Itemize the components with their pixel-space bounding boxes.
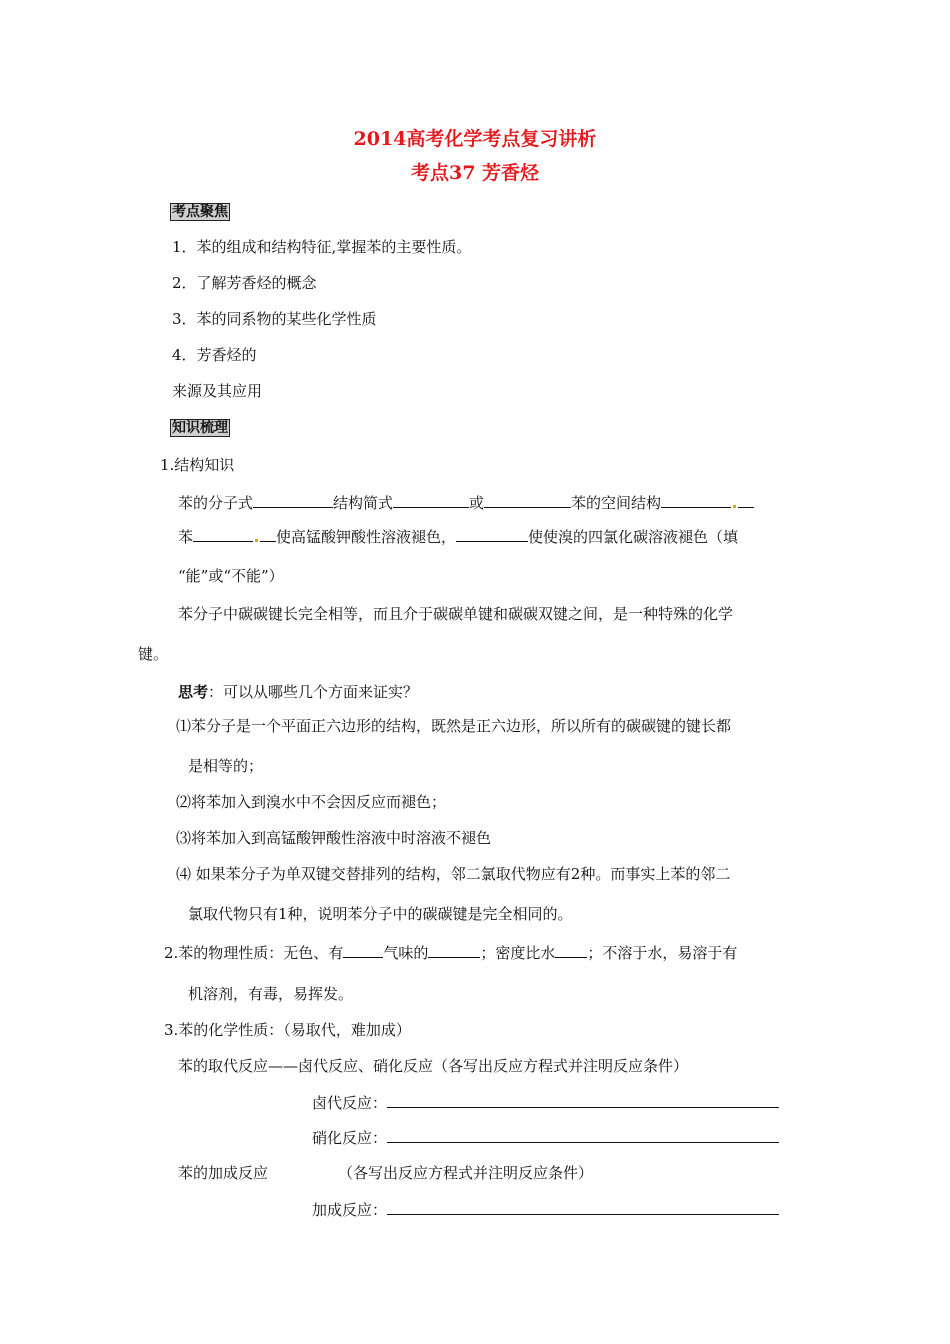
focus-heading-line: [170, 201, 230, 221]
focus-item: 3．苯的同系物的某些化学性质: [172, 310, 377, 328]
knowledge-heading-line: [170, 417, 230, 437]
fill-label: 2.苯的物理性质：无色、有: [164, 944, 344, 962]
section3-heading: 3.苯的化学性质：（易取代，难加成）: [164, 1021, 411, 1039]
answer-blank[interactable]: [387, 1199, 779, 1215]
fill-label: 气味的: [383, 944, 429, 962]
answer-blank[interactable]: [193, 526, 253, 542]
knowledge-heading: 知识梳理: [172, 420, 228, 436]
focus-item: 2．了解芳香烃的概念: [172, 274, 317, 292]
section1-heading: 1.结构知识: [160, 456, 235, 474]
answer-blank[interactable]: [428, 942, 480, 958]
emphasis-dot-icon: [255, 539, 258, 542]
answer-blank[interactable]: [661, 492, 731, 508]
fill-label: 结构简式: [333, 494, 394, 512]
fill-label: 使高锰酸钾酸性溶液褪色，: [276, 528, 457, 546]
answer-blank[interactable]: [253, 492, 333, 508]
answer-blank[interactable]: [260, 526, 276, 542]
reactivity-fill-line: [178, 526, 738, 547]
fill-label: 或: [469, 494, 485, 512]
substitution-instruction: 苯的取代反应——卤代反应、硝化反应（各写出反应方程式并注明反应条件）: [178, 1057, 689, 1075]
answer-blank[interactable]: [738, 492, 754, 508]
fill-label: 苯的分子式: [178, 494, 254, 512]
answer-blank[interactable]: [456, 526, 528, 542]
think-question: ：可以从哪些几个方面来证实？: [208, 683, 419, 701]
fill-label: （各写出反应方程式并注明反应条件）: [338, 1164, 594, 1182]
answer-blank[interactable]: [387, 1092, 779, 1108]
think-item: 是相等的；: [188, 757, 264, 775]
paragraph-line: 苯分子中碳碳键长完全相等，而且介于碳碳单键和碳碳双键之间，是一种特殊的化学: [178, 605, 734, 623]
answer-blank[interactable]: [387, 1127, 779, 1143]
fill-label: 苯的空间结构: [571, 494, 662, 512]
paragraph-line: 键。: [138, 645, 169, 663]
fill-hint: “能”或“不能”）: [178, 567, 284, 585]
focus-item: 4．芳香烃的: [172, 346, 257, 364]
think-item: ⑶将苯加入到高锰酸钾酸性溶液中时溶液不褪色: [176, 829, 492, 847]
answer-blank[interactable]: [555, 942, 587, 958]
answer-blank[interactable]: [393, 492, 469, 508]
fill-label: ；不溶于水，易溶于有: [587, 944, 738, 962]
fill-label: 硝化反应：: [312, 1129, 388, 1147]
emphasis-dot-icon: [733, 505, 736, 508]
think-label: 思考: [178, 683, 209, 701]
focus-heading: 考点聚焦: [172, 204, 228, 220]
fill-label: 卤代反应：: [312, 1094, 388, 1112]
focus-item: 来源及其应用: [172, 382, 263, 400]
physical-properties-line: [164, 942, 737, 963]
think-line: [178, 682, 418, 702]
structure-fill-line: [178, 492, 754, 513]
think-item: 氯取代物只有1种，说明苯分子中的碳碳键是完全相同的。: [188, 905, 573, 923]
halogenation-line: [312, 1092, 779, 1113]
document-title: 2014高考化学考点复习讲析: [353, 128, 597, 150]
physical-properties-cont: 机溶剂，有毒，易挥发。: [188, 985, 354, 1003]
addition-line: [312, 1199, 779, 1220]
nitration-line: [312, 1127, 779, 1148]
addition-instruction-line: [178, 1163, 593, 1183]
fill-label: ；密度比水: [480, 944, 556, 962]
think-item: ⑴苯分子是一个平面正六边形的结构，既然是正六边形，所以所有的碳碳键的键长都: [176, 717, 732, 735]
think-item: ⑷ 如果苯分子为单双键交替排列的结构，邻二氯取代物应有2种。而事实上苯的邻二: [176, 865, 731, 883]
fill-label: 使使溴的四氯化碳溶液褪色（填: [528, 528, 739, 546]
focus-item: 1．苯的组成和结构特征,掌握苯的主要性质。: [172, 238, 472, 256]
document-subtitle: 考点37 芳香烃: [410, 162, 540, 184]
think-item: ⑵将苯加入到溴水中不会因反应而褪色；: [176, 793, 447, 811]
fill-label: 苯: [178, 528, 194, 546]
answer-blank[interactable]: [484, 492, 571, 508]
fill-label: 加成反应：: [312, 1201, 388, 1219]
fill-label: 苯的加成反应: [178, 1164, 269, 1182]
answer-blank[interactable]: [343, 942, 383, 958]
